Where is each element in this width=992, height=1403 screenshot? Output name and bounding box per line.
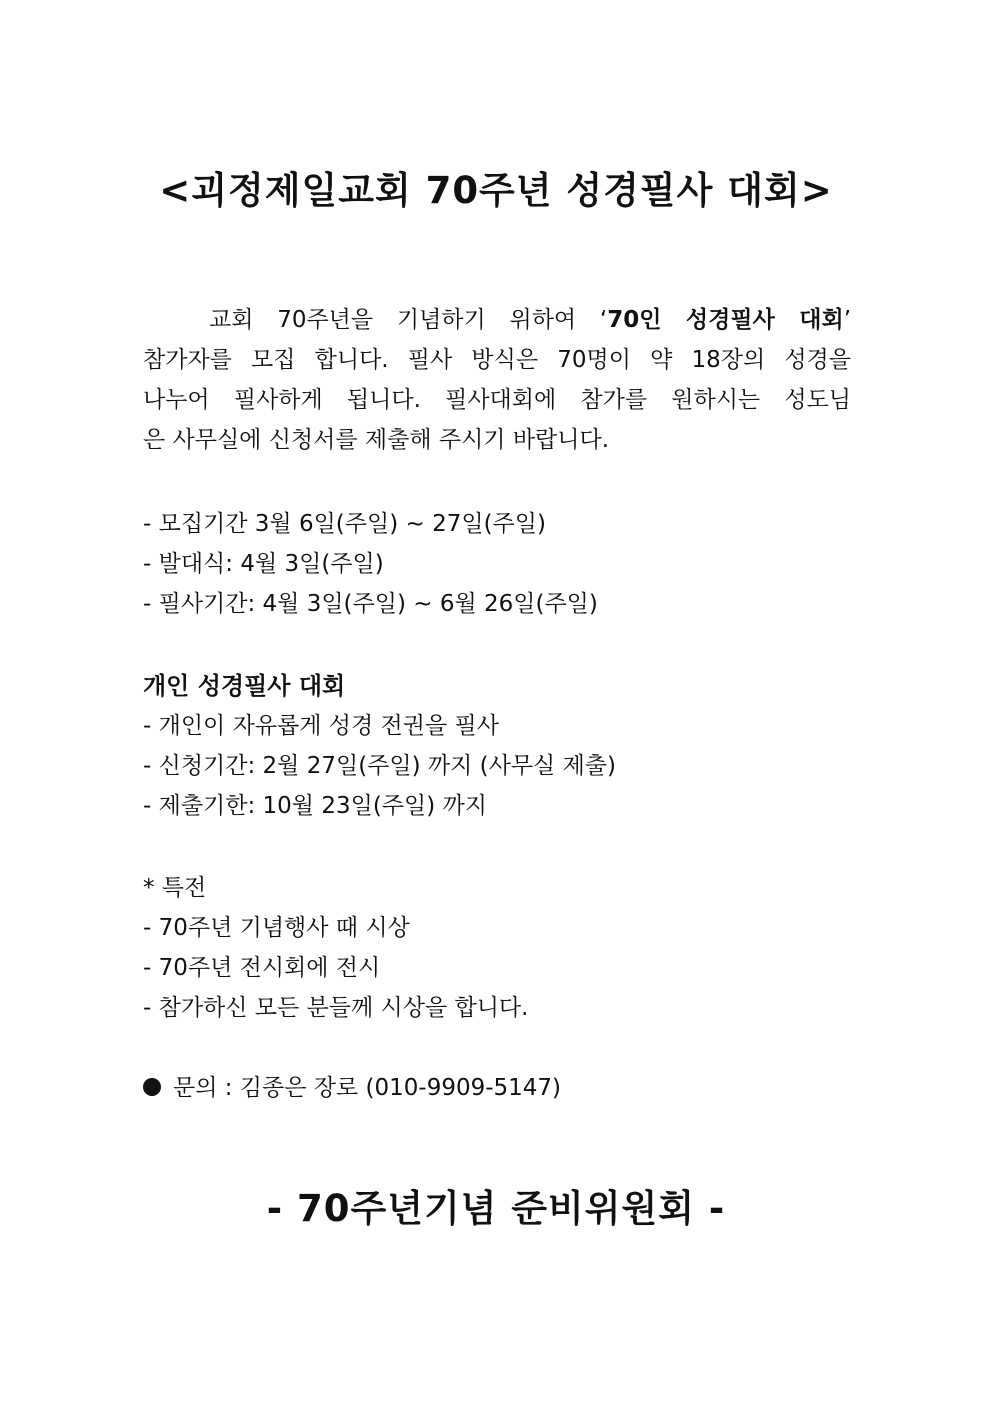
benefits-heading: * 특전: [143, 875, 207, 901]
schedule-item-recruit: - 모집기간 3월 6일(주일) ~ 27일(주일): [143, 511, 546, 537]
schedule-item-transcribe: - 필사기간: 4월 3일(주일) ~ 6월 26일(주일): [143, 591, 598, 617]
benefits-item-3: - 참가하신 모든 분들께 시상을 합니다.: [143, 995, 529, 1021]
intro-line-1: [143, 300, 851, 340]
benefits-item-1: - 70주년 기념행사 때 시상: [143, 915, 410, 941]
intro-paragraph: [143, 300, 851, 460]
intro-line-1-prefix: 교회 70주년을 기념하기 위하여 ‘: [209, 307, 608, 333]
intro-line-2: 참가자를 모집 합니다. 필사 방식은 70명이 약 18장의 성경을: [143, 347, 851, 373]
contact-line: [143, 1068, 561, 1108]
benefits-item-2: - 70주년 전시회에 전시: [143, 955, 381, 981]
intro-line-3: 나누어 필사하게 됩니다. 필사대회에 참가를 원하시는 성도님: [143, 387, 851, 413]
individual-heading: 개인 성경필사 대회: [143, 672, 346, 700]
page-title: <괴정제일교회 70주년 성경필사 대회>: [159, 169, 833, 212]
schedule-item-launch: - 발대식: 4월 3일(주일): [143, 551, 384, 577]
benefits-section: [143, 868, 851, 1028]
intro-line-1-suffix: ’: [843, 307, 851, 333]
contact-text: 문의 : 김종은 장로 (010-9909-5147): [173, 1075, 562, 1101]
bullet-icon: [143, 1078, 161, 1096]
individual-item-1: - 개인이 자유롭게 성경 전권을 필사: [143, 713, 499, 739]
footer-signature: - 70주년기념 준비위원회 -: [266, 1187, 726, 1230]
event-name: 70인 성경필사 대회: [607, 307, 844, 333]
schedule-list: [143, 504, 851, 624]
intro-line-4: 은 사무실에 신청서를 제출해 주시기 바랍니다.: [143, 427, 610, 453]
individual-item-2: - 신청기간: 2월 27일(주일) 까지 (사무실 제출): [143, 753, 616, 779]
individual-item-3: - 제출기한: 10월 23일(주일) 까지: [143, 793, 487, 819]
individual-section: [143, 666, 851, 826]
